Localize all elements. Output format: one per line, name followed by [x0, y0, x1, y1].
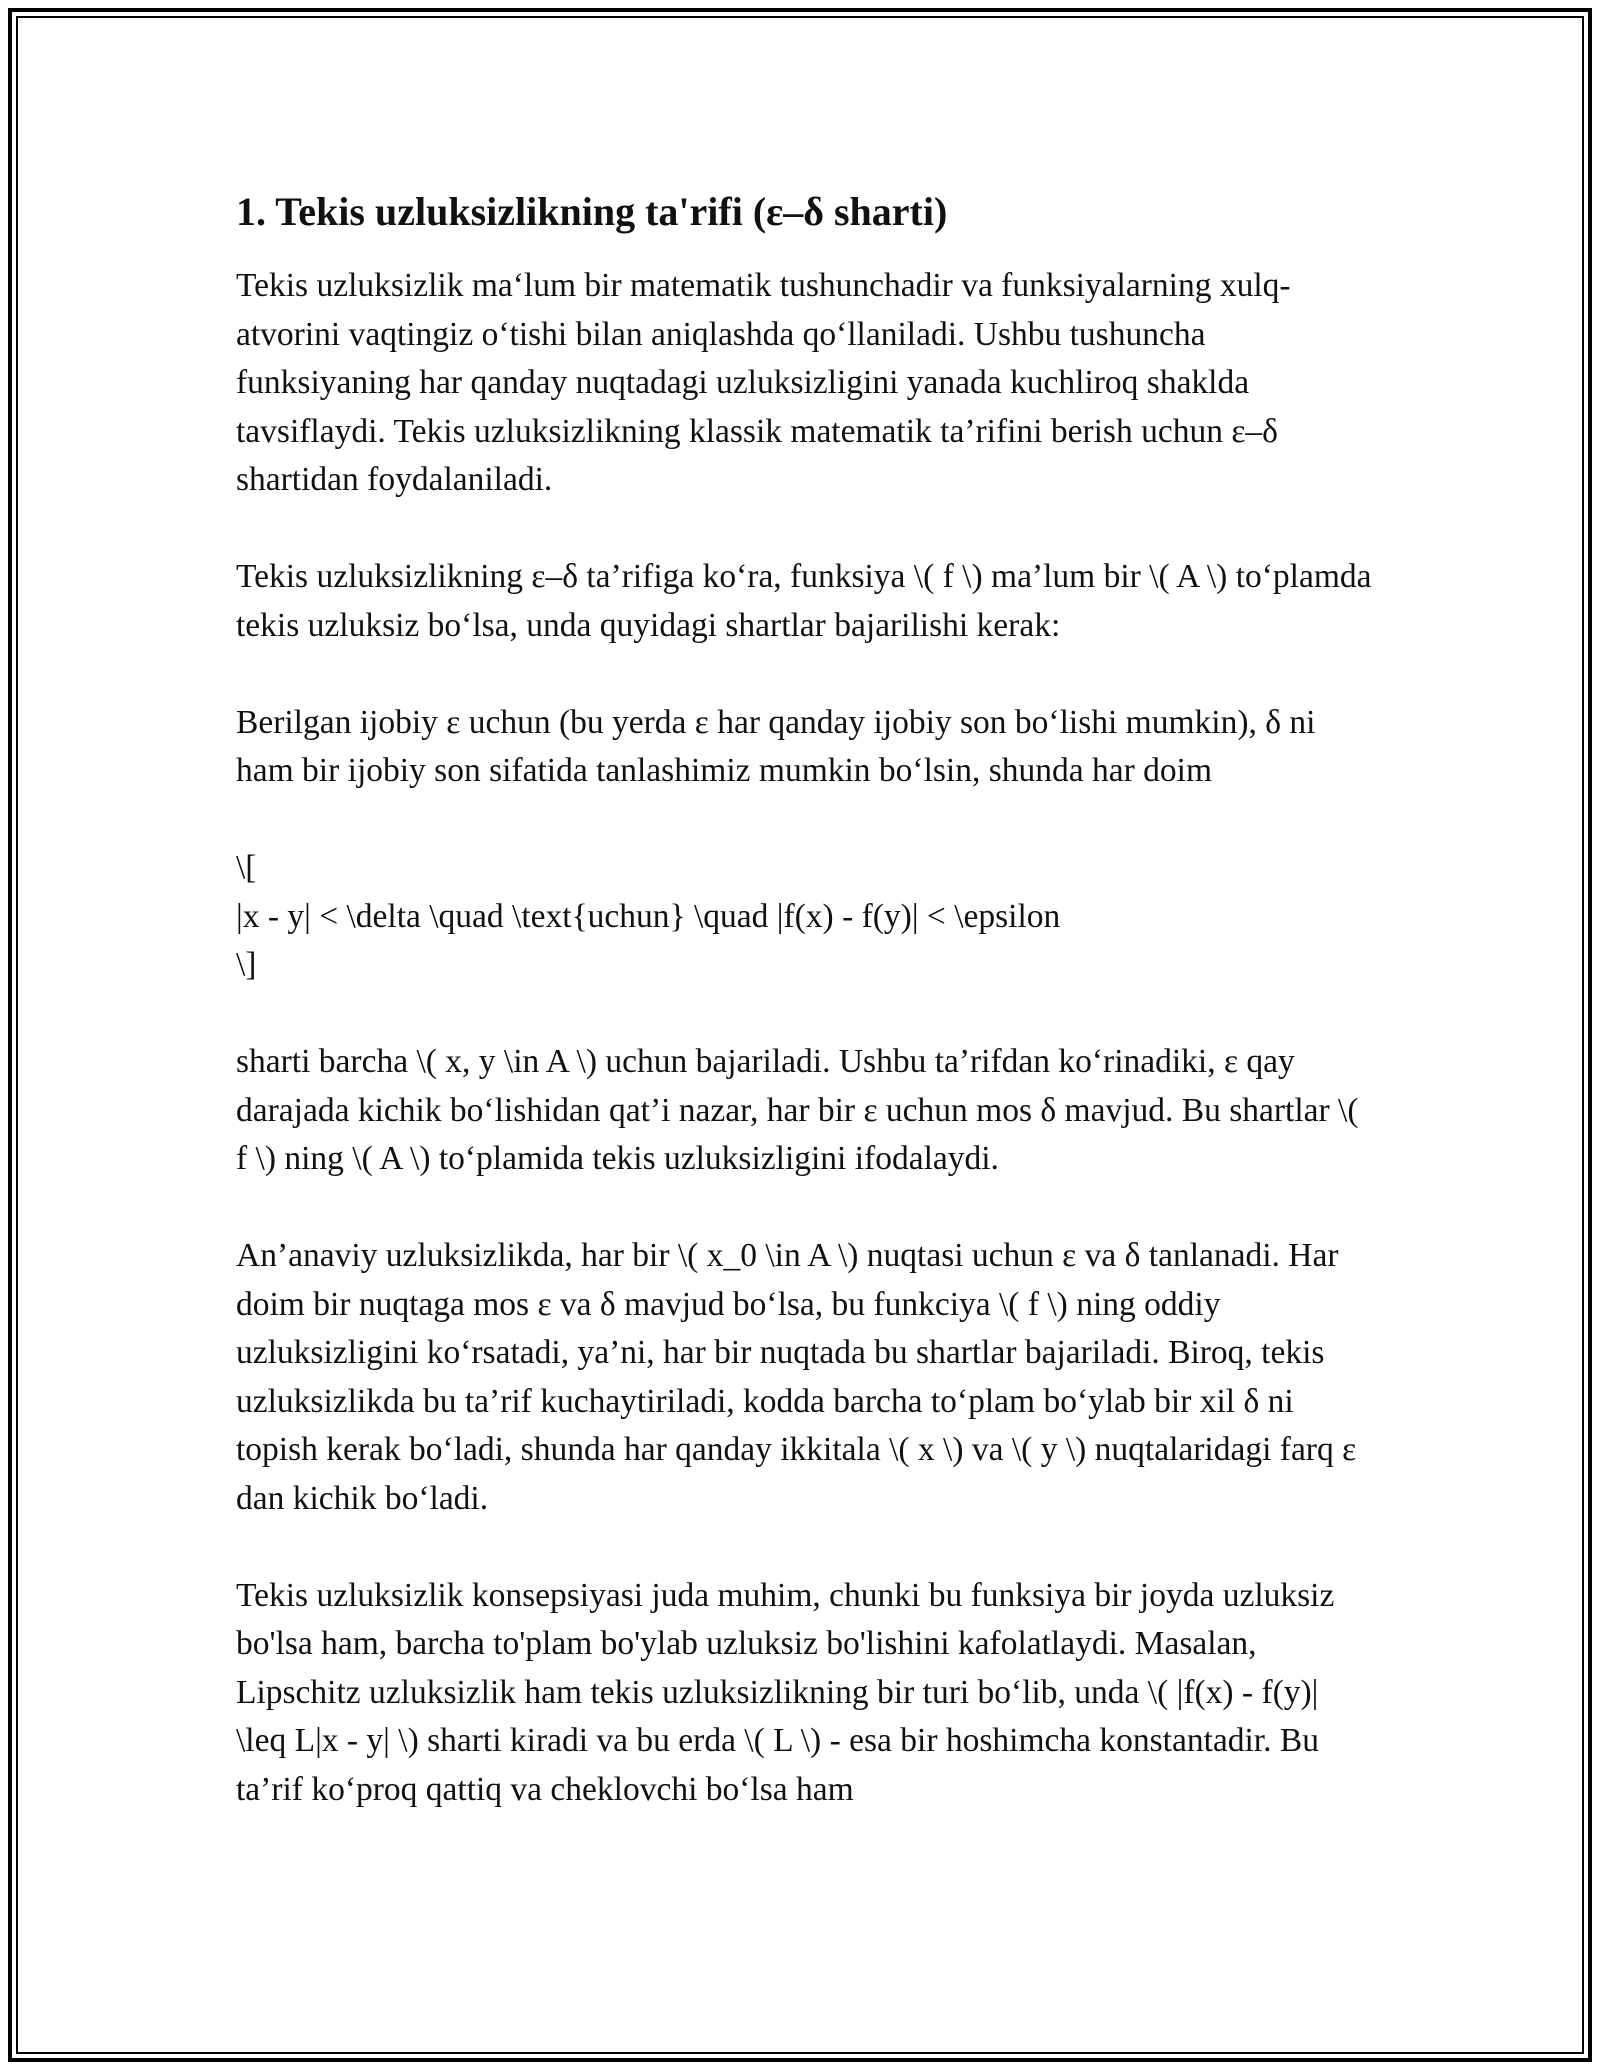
document-body — [236, 186, 1376, 1863]
paragraph-consequence: sharti barcha \( x, y \in A \) uchun bajariladi. Ushbu ta’rifdan koʻrinadiki, ε qay darajada kichik boʻlishidan qat’i nazar, har bir ε uchun mos δ mavjud. Bu shartlar \( f \) ning \( A \) toʻplamida tekis uzluksizligini ifodalaydi. — [236, 1043, 1359, 1177]
formula-body: |x - y| < \delta \quad \text{uchun} \quad |f(x) - f(y)| < \epsilon — [236, 897, 1061, 935]
section-heading: 1. Tekis uzluksizlikning ta'rifi (ε–δ sharti) — [236, 189, 948, 234]
paragraph-intro: Tekis uzluksizlik maʻlum bir matematik tushunchadir va funksiyalarning xulq-atvorini vaqtingiz oʻtishi bilan aniqlashda qoʻllaniladi. Ushbu tushuncha funksiyaning har qanday nuqtadagi uzluksizligini yanada kuchliroq shaklda tavsiflaydi. Tekis uzluksizlikning klassik matematik ta’rifini berish uchun ε–δ shartidan foydalaniladi. — [236, 267, 1291, 498]
paragraph-condition: Berilgan ijobiy ε uchun (bu yerda ε har qanday ijobiy son boʻlishi mumkin), δ ni ham bir ijobiy son sifatida tanlashimiz mumkin boʻlsin, shunda har doim — [236, 703, 1316, 789]
paragraph-ordinary-continuity: An’anaviy uzluksizlikda, har bir \( x_0 \in A \) nuqtasi uchun ε va δ tanlanadi. Har doim bir nuqtaga mos ε va δ mavjud boʻlsa, bu funkciya \( f \) ning oddiy uzluksizligini koʻrsatadi, ya’ni, har bir nuqtada bu shartlar bajariladi. Biroq, tekis uzluksizlikda bu ta’rif kuchaytiriladi, kodda barcha toʻplam boʻylab bir xil δ ni topish kerak boʻladi, shunda har qanday ikkitala \( x \) va \( y \) nuqtalaridagi farq ε dan kichik boʻladi. — [236, 1237, 1357, 1517]
formula-close: \] — [236, 946, 257, 983]
display-formula — [236, 844, 1376, 990]
formula-open: \[ — [236, 849, 257, 886]
paragraph-definition: Tekis uzluksizlikning ε–δ ta’rifiga koʻra, funksiya \( f \) ma’lum bir \( A \) toʻplamda tekis uzluksiz boʻlsa, unda quyidagi shartlar bajarilishi kerak: — [236, 558, 1372, 644]
paragraph-importance: Tekis uzluksizlik konsepsiyasi juda muhim, chunki bu funksiya bir joyda uzluksiz bo'lsa ham, barcha to'plam bo'ylab uzluksiz bo'lishini kafolatlaydi. Masalan, Lipschitz uzluksizlik ham tekis uzluksizlikning bir turi boʻlib, unda \( |f(x) - f(y)| \leq L|x - y| \) sharti kiradi va bu erda \( L \) - esa bir hoshimcha konstantadir. Bu ta’rif koʻproq qattiq va cheklovchi boʻlsa ham — [236, 1576, 1335, 1808]
